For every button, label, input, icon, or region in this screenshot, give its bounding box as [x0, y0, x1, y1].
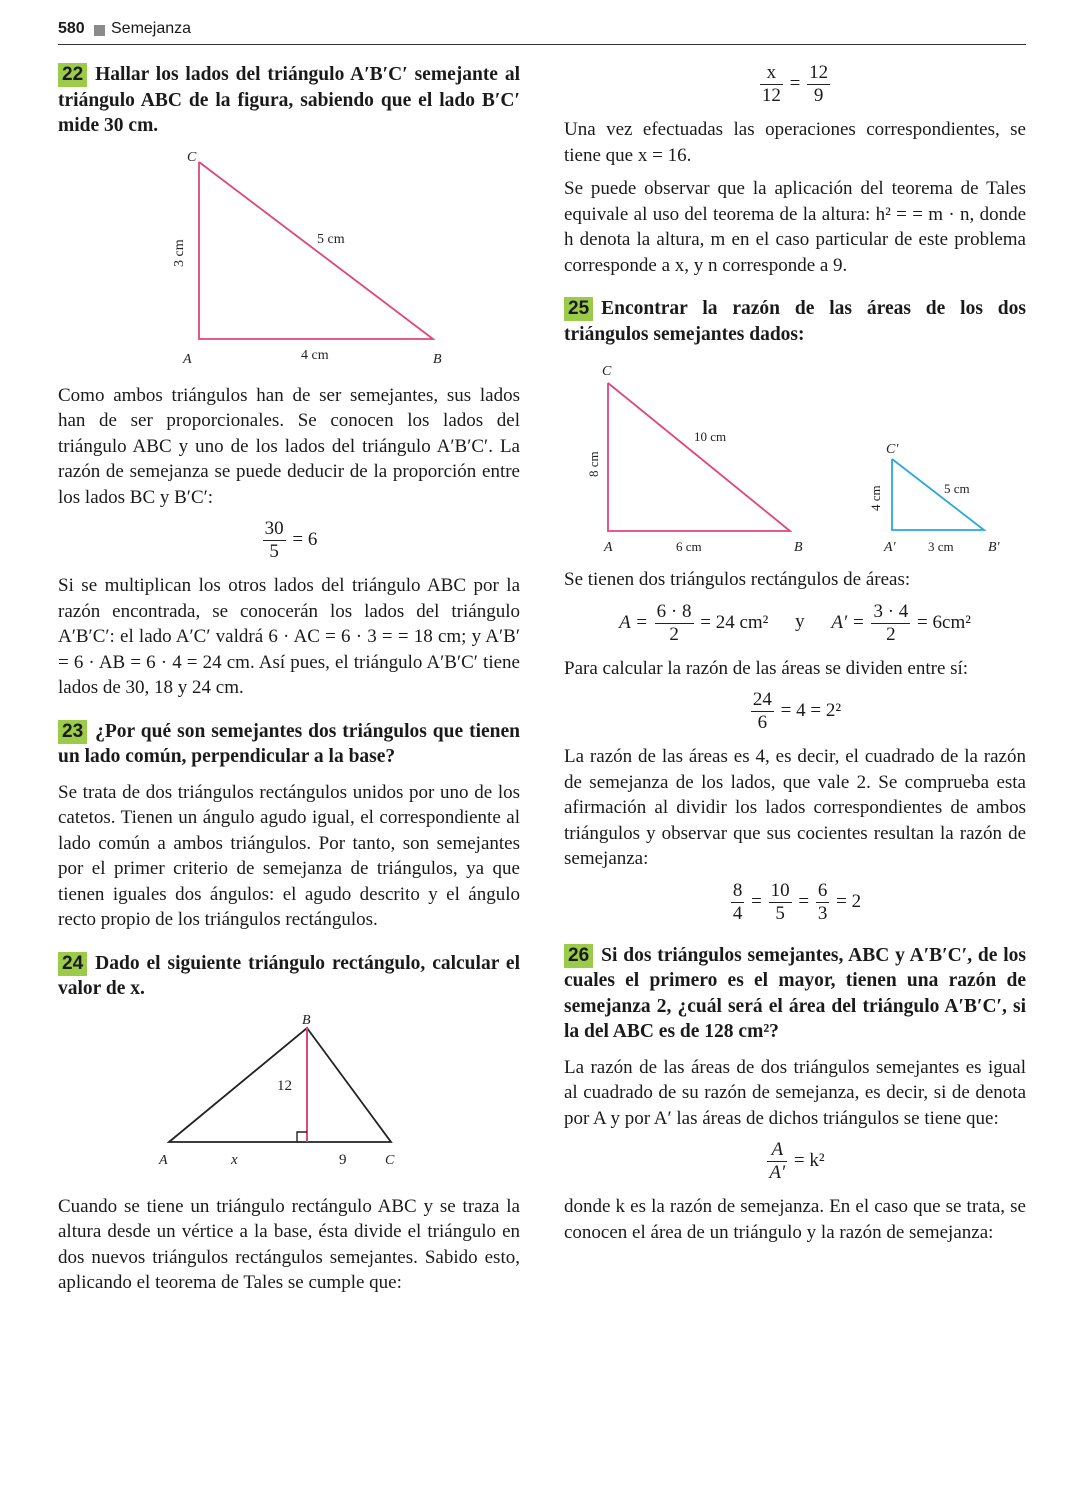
q25-equation-ratio: $\frac{24}{6}$ = 4 = 2² — [752, 689, 842, 733]
q22-equation: $\frac{30}{5}$ = 6 — [264, 518, 318, 562]
q22-paragraph-2: Si se multiplican los otros lados del triángulo ABC por la razón encontrada, se conocerán los lados del triángulo A′B′C′: el lado A′C′ valdrá 6 · AC = 6 · 3 = = 18 cm; y A′B′ = 6 · AB = 6 · 4 = 24 cm. Así pues, el triángulo A′B′C′ tiene lados de 30, 18 y 24 cm. — [58, 575, 520, 698]
label-height: 12 — [277, 1077, 292, 1094]
q26-equation: $\frac{A}{A'}$ = k² — [769, 1139, 825, 1183]
question-number-22: 22 — [58, 63, 87, 87]
question-24-title: 24 Dado el siguiente triángulo rectángulo, calcular el valor de x. — [58, 952, 520, 999]
label-side-cb: 10 cm — [694, 429, 727, 444]
question-23-title: 23 ¿Por qué son semejantes dos triángulos que tienen un lado común, perpendicular a la base? — [58, 720, 520, 767]
question-number-24: 24 — [58, 952, 87, 976]
vertex-c: C — [602, 364, 612, 379]
q25-paragraph-3: La razón de las áreas es 4, es decir, el cuadrado de la razón de semejanza de los lados, que vale 2. Se comprueba esta afirmación al dividir los lados correspondientes de ambos triángulos y observar que sus cocientes resultan la razón de semejanza: — [564, 746, 1026, 869]
vertex-a: A — [159, 1152, 168, 1168]
page-header — [58, 18, 1026, 45]
vertex-b: B — [794, 540, 803, 555]
question-number-26: 26 — [564, 944, 593, 968]
q25-equation-sides: $\frac{8}{4}$ = $\frac{10}{5}$ = $\frac{6}{3}$ = 2 — [732, 879, 862, 924]
q24-paragraph-3: Se puede observar que la aplicación del teorema de Tales equivale al uso del teorema de la altura: h² = = m · n, donde h denota la altura, m en el caso particular de este problema corresponde a x, y n corresponde a 9. — [564, 178, 1026, 276]
q25-paragraph-2: Para calcular la razón de las áreas se dividen entre sí: — [564, 657, 969, 679]
figure-triangle-abc — [139, 149, 442, 369]
vertex-b-prime: B′ — [988, 540, 1000, 555]
label-side-ab: 6 cm — [676, 539, 702, 554]
vertex-b: B — [302, 1012, 311, 1028]
vertex-c: C — [385, 1152, 395, 1168]
section-title: Semejanza — [111, 20, 192, 37]
q26-paragraph-1: La razón de las áreas de dos triángulos semejantes es igual al cuadrado de su razón de semejanza, es decir, si de denota por A y por A′ las áreas de dichos triángulos se tiene que: — [564, 1056, 1026, 1129]
q25-equation-areas: A = $\frac{6 \cdot 8}{2}$ = 24 cm² y A′ = $\frac{3 \cdot 4}{2}$ = 6cm² — [619, 600, 971, 645]
label-side-ab: 4 cm — [301, 347, 329, 363]
header-square-icon — [94, 25, 105, 36]
vertex-c: C — [187, 149, 197, 165]
q22-paragraph-1: Como ambos triángulos han de ser semejantes, sus lados han de ser proporcionales. Se conocen los lados del triángulo ABC y uno de los lados del triángulo A′B′C′. La razón de semejanza se puede deducir de la proporción entre los lados BC y B′C′: — [58, 384, 520, 508]
page-number: 580 — [58, 20, 85, 37]
vertex-a: A — [604, 540, 613, 555]
q23-paragraph-1: Se trata de dos triángulos rectángulos unidos por uno de los catetos. Tienen un ángulo agudo igual, el correspondiente al lado común a ambos triángulos. Por tanto, son semejantes por el primer criterio de semejanza de triángulos, ya que tienen iguales dos ángulos: el agudo descrito y el ángulo recto propio de los triángulos rectángulos. — [58, 781, 520, 930]
figure-triangle-height — [159, 1012, 419, 1172]
q25-paragraph-1: Se tienen dos triángulos rectángulos de áreas: — [564, 569, 911, 590]
question-22-title: 22 Hallar los lados del triángulo A′B′C′ semejante al triángulo ABC de la figura, sabiendo que el lado B′C′ mide 30 cm. — [58, 64, 520, 136]
vertex-c-prime: C′ — [886, 442, 899, 457]
label-side-ac-prime: 4 cm — [868, 485, 883, 511]
right-column — [564, 62, 1026, 1253]
vertex-a: A — [183, 351, 192, 367]
label-nine: 9 — [339, 1151, 347, 1168]
vertex-b: B — [433, 351, 442, 367]
q26-paragraph-2: donde k es la razón de semejanza. En el caso que se trata, se conocen el área de un triángulo y la razón de semejanza: — [564, 1196, 1026, 1243]
figure-similar-triangles — [564, 357, 1026, 557]
q24-paragraph-2: Una vez efectuadas las operaciones correspondientes, se tiene que x = 16. — [564, 119, 1026, 166]
q24-equation: $\frac{x}{12}$ = $\frac{12}{9}$ — [761, 62, 829, 106]
label-x: x — [231, 1151, 238, 1168]
label-side-cb: 5 cm — [317, 231, 345, 247]
label-side-ac: 3 cm — [172, 238, 187, 267]
question-number-25: 25 — [564, 297, 593, 321]
left-column — [58, 62, 520, 1304]
label-side-ab-prime: 3 cm — [928, 539, 954, 554]
vertex-a-prime: A′ — [884, 540, 896, 555]
question-26-title: 26 Si dos triángulos semejantes, ABC y A′B′C′, de los cuales el primero es el mayor, tienen una razón de semejanza 2, ¿cuál será el área del triángulo A′B′C′, si la del ABC es de 128 cm²? — [564, 944, 1026, 1042]
question-25-title: 25 Encontrar la razón de las áreas de los dos triángulos semejantes dados: — [564, 298, 1026, 345]
question-number-23: 23 — [58, 720, 87, 744]
q24-paragraph-1: Cuando se tiene un triángulo rectángulo ABC y se traza la altura desde un vértice a la base, ésta divide el triángulo en dos nuevos triángulos rectángulos semejantes. Sabido esto, aplicando el teorema de Tales se cumple que: — [58, 1195, 520, 1293]
label-side-cb-prime: 5 cm — [944, 481, 970, 496]
label-side-ac: 8 cm — [586, 451, 601, 477]
